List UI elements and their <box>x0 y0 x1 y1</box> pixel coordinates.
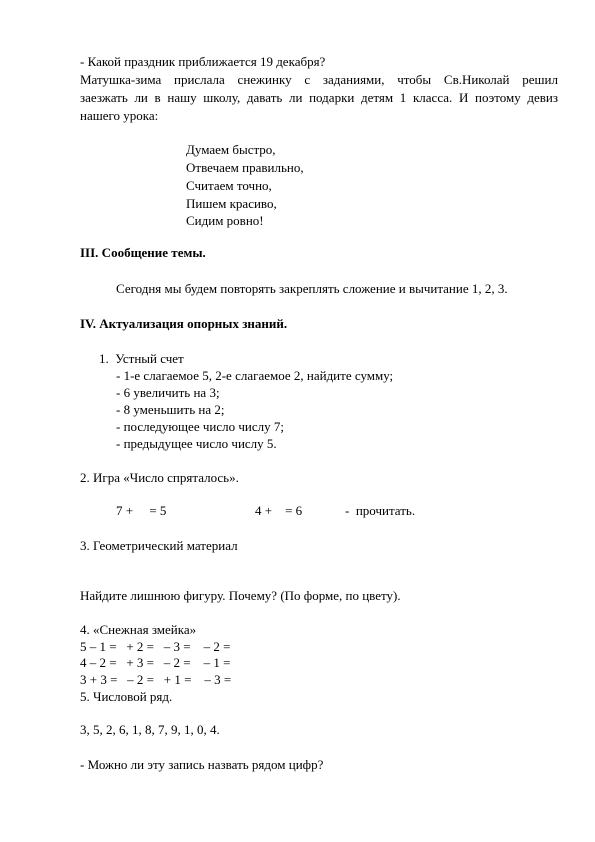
intro-line-3: нашего урока: <box>80 108 159 123</box>
section-4-heading: IV. Актуализация опорных знаний. <box>80 316 288 331</box>
oral-count-item: - последующее число числу 7; <box>116 419 284 434</box>
series-title: 5. Числовой ряд. <box>80 689 173 704</box>
oral-count-item: - 6 увеличить на 3; <box>116 385 220 400</box>
intro-question: - Какой праздник приближается 19 декабря? <box>80 54 326 69</box>
snake-row: 4 – 2 = + 3 = – 2 = – 1 = <box>80 655 231 670</box>
motto-line: Отвечаем правильно, <box>186 160 304 175</box>
oral-count-item: - 1-е слагаемое 5, 2-е слагаемое 2, найдите сумму; <box>116 368 394 383</box>
snake-row: 3 + 3 = – 2 = + 1 = – 3 = <box>80 672 232 687</box>
motto-line: Пишем красиво, <box>186 196 277 211</box>
game-equation-2: 4 + = 6 <box>255 503 303 518</box>
series-values: 3, 5, 2, 6, 1, 8, 7, 9, 1, 0, 4. <box>80 722 220 737</box>
motto-line: Сидим ровно! <box>186 213 264 228</box>
snake-title: 4. «Снежная змейка» <box>80 622 197 637</box>
oral-count-item: - 8 уменьшить на 2; <box>116 402 225 417</box>
game-equation-1: 7 + = 5 <box>116 503 167 518</box>
snake-row: 5 – 1 = + 2 = – 3 = – 2 = <box>80 639 231 654</box>
section-3-text: Сегодня мы будем повторять закреплять сложение и вычитание 1, 2, 3. <box>116 281 508 296</box>
intro-line-1: Матушка-зима прислала снежинку с заданиями, чтобы Св.Николай решил <box>80 72 558 87</box>
section-3-heading: III. Сообщение темы. <box>80 245 206 260</box>
oral-count-title: 1. Устный счет <box>99 351 184 366</box>
motto-line: Считаем точно, <box>186 178 272 193</box>
game-note: - прочитать. <box>345 503 416 518</box>
geometry-title: 3. Геометрический материал <box>80 538 238 553</box>
oral-count-item: - предыдущее число числу 5. <box>116 436 277 451</box>
series-question: - Можно ли эту запись назвать рядом цифр? <box>80 757 324 772</box>
geometry-question: Найдите лишнюю фигуру. Почему? (По форме, по цвету). <box>80 588 401 603</box>
game-title: 2. Игра «Число спряталось». <box>80 470 239 485</box>
motto-line: Думаем быстро, <box>186 142 276 157</box>
intro-line-2: заезжать ли в нашу школу, давать ли подарки детям 1 класса. И поэтому девиз <box>80 90 558 105</box>
